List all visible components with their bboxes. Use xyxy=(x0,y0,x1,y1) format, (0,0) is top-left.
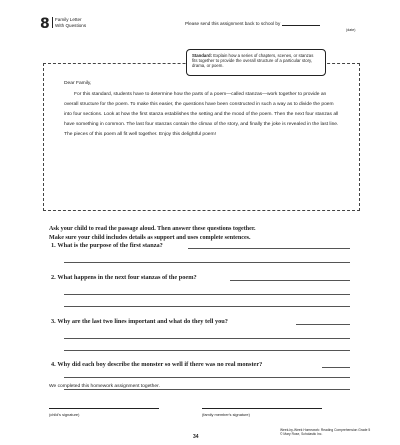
answer-line[interactable] xyxy=(64,306,350,307)
standard-box xyxy=(186,49,326,76)
question-number: 4. xyxy=(51,361,56,368)
completion-statement: We completed this homework assignment together. xyxy=(49,384,160,389)
family-signature-field[interactable] xyxy=(202,408,322,409)
answer-line[interactable] xyxy=(64,377,350,378)
page-header xyxy=(40,16,370,36)
child-signature-field[interactable] xyxy=(49,408,159,409)
answer-line[interactable] xyxy=(64,338,350,339)
question-number: 1. xyxy=(51,242,56,249)
question-text: What is the purpose of the first stanza? xyxy=(57,242,163,249)
standard-text: Explain how a series of chapters, scenes, or stanzas fits together to provide the overall structure of a particular story, drama, or poem. xyxy=(192,53,314,69)
instructions-line2: Make sure your child includes details as support and uses complete sentences. xyxy=(49,234,251,241)
child-signature-label: (child's signature) xyxy=(49,412,80,417)
family-signature-label: (family member's signature) xyxy=(202,412,250,417)
question-text: Why are the last two lines important and what do they tell you? xyxy=(57,318,228,325)
unit-title xyxy=(52,17,86,28)
question-text: What happens in the next four stanzas of the poem? xyxy=(57,274,197,281)
answer-line[interactable] xyxy=(230,280,350,281)
letter-greeting: Dear Family, xyxy=(64,81,92,86)
instructions-line1: Ask your child to read the passage aloud. Then answer these questions together. xyxy=(49,226,256,232)
standard-label: Standard: xyxy=(192,53,213,58)
footer-credit xyxy=(280,428,370,436)
question-4 xyxy=(51,361,351,368)
answer-line[interactable] xyxy=(64,350,350,351)
unit-title-line2: With Questions xyxy=(55,22,87,28)
send-back-text: Please send this assignment back to school by xyxy=(185,21,281,26)
date-field[interactable] xyxy=(282,25,320,26)
answer-line[interactable] xyxy=(188,248,350,249)
family-letter xyxy=(43,63,360,211)
footer-line1: Week-by-Week Homework: Reading Comprehension Grade 5 xyxy=(280,428,371,432)
question-number: 2. xyxy=(51,274,56,281)
unit-number: 8 xyxy=(40,16,50,32)
answer-line[interactable] xyxy=(64,389,350,390)
question-text: Why did each boy describe the monster so well if there was no real monster? xyxy=(57,361,263,368)
answer-line[interactable] xyxy=(64,294,350,295)
send-back-note xyxy=(185,21,320,26)
answer-line[interactable] xyxy=(296,324,350,325)
answer-line[interactable] xyxy=(64,262,350,263)
letter-body: For this standard, students have to determine how the parts of a poem—called stanzas—work together to provide an overall structure for the poem. To make this easier, the questions have been constructed in such a way as to divide the poem into four sections. Look at how the first stanza establishes the setting and the mood of the poem. Then the next four stanzas all have something in common. The last four stanzas contain the climax of the story, and finally the joke is revealed in the last line. The pieces of this poem all fit well together. Enjoy this delightful poem! xyxy=(64,92,339,137)
instructions xyxy=(49,225,364,242)
unit-title-line1: Family Letter xyxy=(55,17,82,22)
date-label: (date) xyxy=(346,28,356,32)
answer-line[interactable] xyxy=(322,367,350,368)
footer-line2: © Mary Rose, Scholastic Inc. xyxy=(280,432,323,437)
page-number: 34 xyxy=(193,434,199,440)
question-number: 3. xyxy=(51,318,56,325)
